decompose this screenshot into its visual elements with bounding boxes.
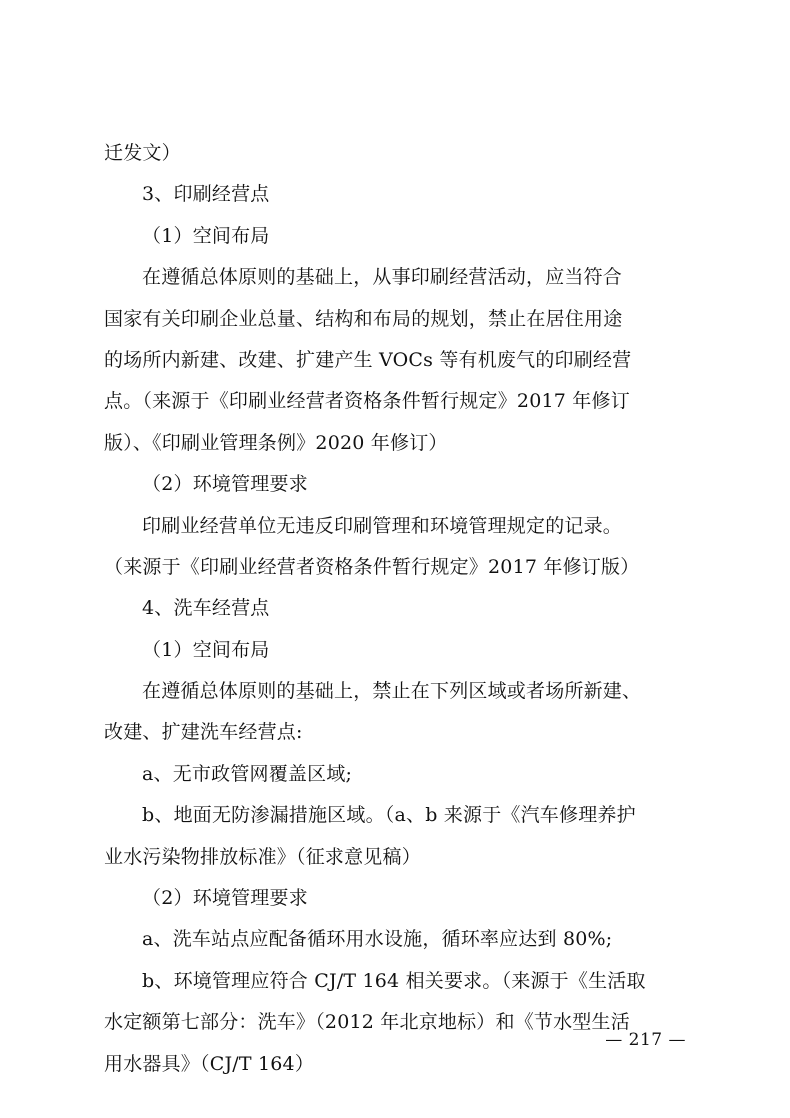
text-line: （1）空间布局 bbox=[142, 638, 270, 661]
text-line: 水定额第七部分：洗车》（2012 年北京地标）和《节水型生活 bbox=[104, 1011, 630, 1034]
text-line: 在遵循总体原则的基础上，从事印刷经营活动，应当符合 bbox=[142, 266, 623, 289]
text-line: 印刷业经营单位无违反印刷管理和环境管理规定的记录。 bbox=[142, 514, 623, 537]
text-line: a、无市政管网覆盖区域; bbox=[142, 762, 353, 785]
text-line: 点。（来源于《印刷业经营者资格条件暂行规定》2017 年修订 bbox=[104, 390, 630, 413]
page-number: — 217 — bbox=[605, 1030, 686, 1050]
text-line: b、环境管理应符合 CJ/T 164 相关要求。（来源于《生活取 bbox=[142, 969, 646, 992]
text-line: b、地面无防渗漏措施区域。（a、b 来源于《汽车修理养护 bbox=[142, 804, 636, 827]
text-line: 改建、扩建洗车经营点: bbox=[104, 721, 303, 744]
text-line: 4、洗车经营点 bbox=[142, 597, 270, 620]
text-line: 用水器具》（CJ/T 164） bbox=[104, 1052, 315, 1075]
text-line: （2）环境管理要求 bbox=[142, 887, 308, 910]
text-line: 业水污染物排放标准》（征求意见稿） bbox=[104, 845, 421, 868]
text-line: 在遵循总体原则的基础上，禁止在下列区域或者场所新建、 bbox=[142, 680, 642, 703]
text-line: （2）环境管理要求 bbox=[142, 473, 308, 496]
text-line: （来源于《印刷业经营者资格条件暂行规定》2017 年修订版） bbox=[104, 555, 640, 578]
text-line: a、洗车站点应配备循环用水设施，循环率应达到 80%; bbox=[142, 928, 613, 951]
text-line: 国家有关印刷企业总量、结构和布局的规划，禁止在居住用途 bbox=[104, 307, 623, 330]
text-line: 版）、《印刷业管理条例》2020 年修订） bbox=[104, 431, 448, 454]
text-line: 迁发文） bbox=[104, 142, 181, 164]
text-line: 的场所内新建、改建、扩建产生 VOCs 等有机废气的印刷经营 bbox=[104, 348, 632, 371]
text-line: 3、印刷经营点 bbox=[142, 183, 270, 206]
text-line: （1）空间布局 bbox=[142, 224, 270, 247]
body-text bbox=[104, 133, 689, 1085]
